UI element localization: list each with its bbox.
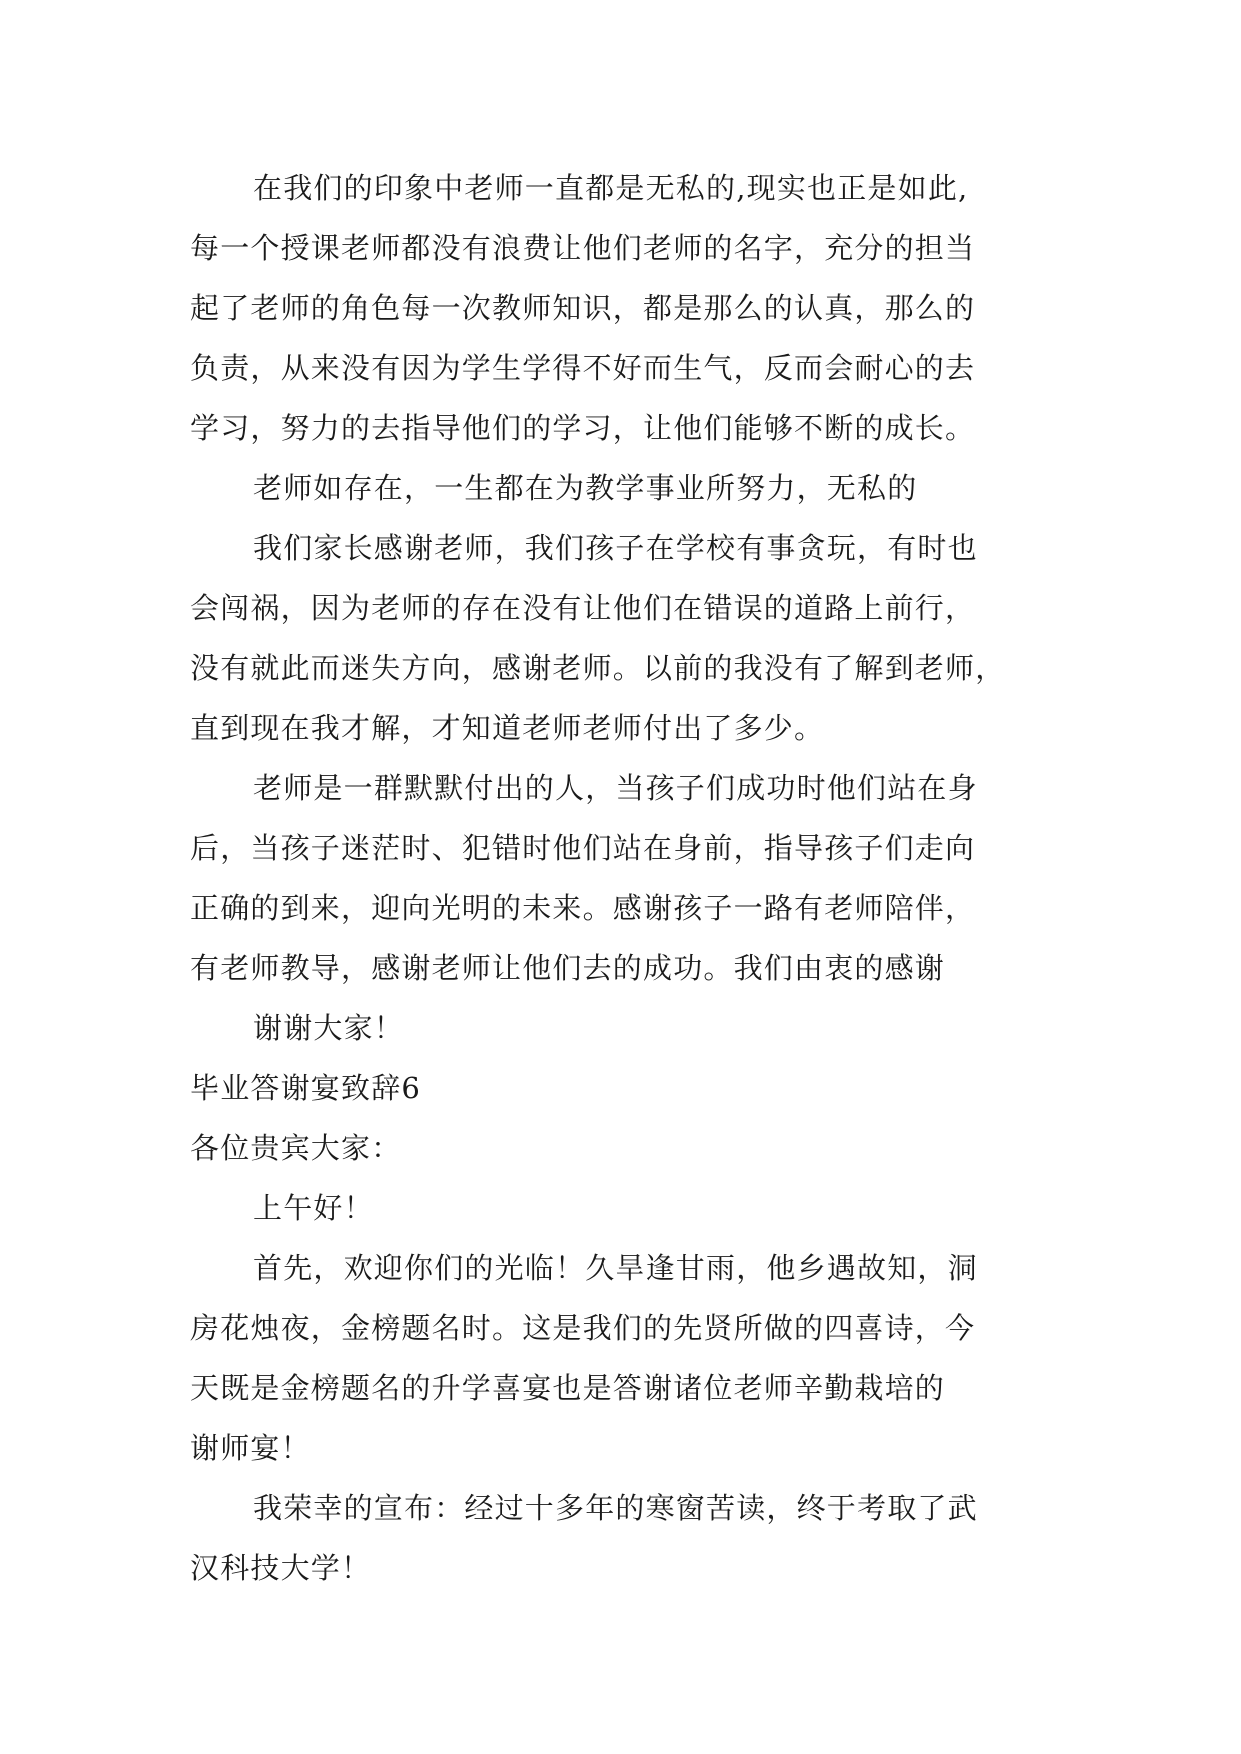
text-line: 汉科技大学！ [190,1551,372,1585]
text-line: 在我们的印象中老师一直都是无私的,现实也正是如此, [253,171,969,205]
text-line: 老师如存在，一生都在为教学事业所努力，无私的 [253,471,918,505]
text-line: 首先，欢迎你们的光临！久旱逢甘雨，他乡遇故知，洞 [253,1251,978,1285]
text-line: 负责，从来没有因为学生学得不好而生气，反而会耐心的去 [190,351,976,385]
text-line: 天既是金榜题名的升学喜宴也是答谢诸位老师辛勤栽培的 [190,1371,946,1405]
text-line: 正确的到来，迎向光明的未来。感谢孩子一路有老师陪伴， [190,891,976,925]
text-line: 没有就此而迷失方向，感谢老师。以前的我没有了解到老师， [190,651,1006,685]
section-heading: 毕业答谢宴致辞6 [190,1071,422,1105]
text-line: 我荣幸的宣布：经过十多年的寒窗苦读，终于考取了武 [253,1491,978,1525]
text-line: 直到现在我才解，才知道老师老师付出了多少。 [190,711,825,745]
salutation: 各位贵宾大家： [190,1131,402,1165]
text-line: 起了老师的角色每一次教师知识，都是那么的认真，那么的 [190,291,976,325]
text-line: 有老师教导，感谢老师让他们去的成功。我们由衷的感谢 [190,951,946,985]
greeting: 上午好！ [253,1191,374,1225]
text-line: 房花烛夜，金榜题名时。这是我们的先贤所做的四喜诗，今 [190,1311,976,1345]
text-line: 谢师宴！ [190,1431,311,1465]
text-line: 我们家长感谢老师，我们孩子在学校有事贪玩，有时也 [253,531,978,565]
text-line: 会闯祸，因为老师的存在没有让他们在错误的道路上前行， [190,591,976,625]
text-line: 每一个授课老师都没有浪费让他们老师的名字，充分的担当 [190,231,976,265]
text-line: 后，当孩子迷茫时、犯错时他们站在身前，指导孩子们走向 [190,831,976,865]
text-line: 老师是一群默默付出的人，当孩子们成功时他们站在身 [253,771,978,805]
text-line: 谢谢大家！ [253,1011,405,1045]
text-line: 学习，努力的去指导他们的学习，让他们能够不断的成长。 [190,411,976,445]
